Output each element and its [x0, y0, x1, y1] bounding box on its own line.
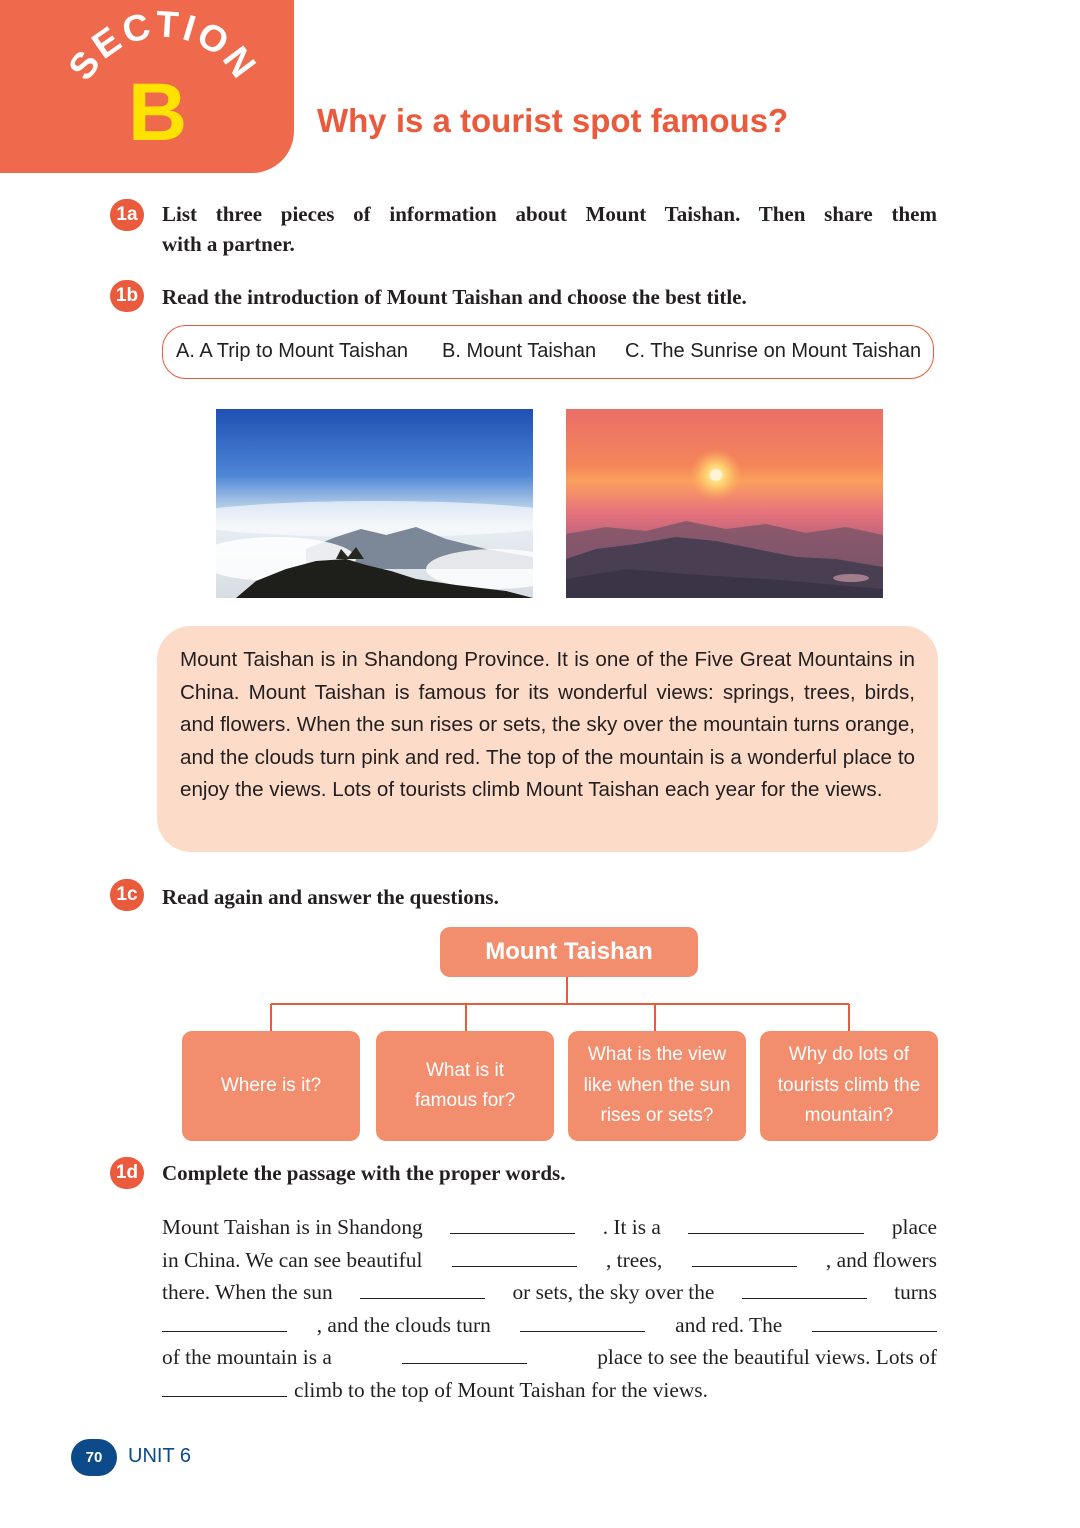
cloze-text: of the mountain is a	[162, 1345, 332, 1369]
cloze-text: Mount Taishan is in Shandong	[162, 1215, 423, 1239]
option-c[interactable]: C. The Sunrise on Mount Taishan	[625, 340, 922, 362]
blank-7[interactable]	[162, 1309, 287, 1332]
instruction-1a-line2: with a partner.	[162, 232, 295, 256]
reading-passage: Mount Taishan is in Shandong Province. It is one of the Five Great Mountains in China. Mount Taishan is famous for its wonderful views: springs, trees, birds, and flowers. When the sun rises or sets, the sky over the mountain turns orange, and the clouds turn pink and red. The top of the mountain is a wonderful place to enjoy the views. Lots of tourists climb Mount Taishan each year for the views.	[180, 648, 915, 801]
option-b[interactable]: B. Mount Taishan	[442, 340, 597, 362]
cloze-text: , and flowers	[825, 1247, 937, 1272]
reading-passage-box	[157, 626, 938, 852]
blank-4[interactable]	[692, 1244, 797, 1267]
option-a[interactable]: A. A Trip to Mount Taishan	[176, 340, 408, 362]
cloze-text: climb to the top of Mount Taishan for the views.	[294, 1377, 708, 1402]
mind-map-root: Mount Taishan	[440, 927, 698, 977]
unit-label: UNIT 6	[128, 1445, 191, 1467]
activity-badge-1c: 1c	[110, 879, 144, 911]
title-options-box	[162, 325, 934, 379]
instruction-1c: Read again and answer the questions.	[162, 885, 499, 909]
cloze-text: , and the clouds turn	[316, 1312, 491, 1337]
cloze-text: there. When the sun	[162, 1280, 333, 1304]
photo-sunrise	[566, 409, 883, 598]
cloze-text: . It is a	[602, 1215, 661, 1239]
blank-1[interactable]	[450, 1211, 575, 1234]
blank-6[interactable]	[742, 1276, 867, 1299]
cloze-text: turns	[894, 1280, 937, 1304]
mind-map-question: Where is it?	[182, 1031, 360, 1141]
blank-8[interactable]	[520, 1309, 645, 1332]
mind-map-question: What is it famous for?	[376, 1031, 554, 1141]
instruction-1b: Read the introduction of Mount Taishan and choose the best title.	[162, 285, 747, 309]
section-letter: B	[128, 67, 188, 158]
blank-5[interactable]	[360, 1276, 485, 1299]
cloze-text: or sets, the sky over the	[512, 1280, 715, 1304]
activity-badge-1a: 1a	[110, 199, 144, 231]
cloze-text: and red. The	[675, 1312, 783, 1337]
page-title: Why is a tourist spot famous?	[317, 102, 789, 139]
mind-map-question: Why do lots of tourists climb the mountain?	[760, 1031, 938, 1141]
blank-10[interactable]	[402, 1341, 527, 1364]
cloze-text: , trees,	[605, 1247, 663, 1272]
activity-badge-1d: 1d	[110, 1157, 144, 1189]
section-word: SECTION	[60, 3, 266, 88]
activity-badge-1b: 1b	[110, 280, 144, 312]
cloze-text: in China. We can see beautiful	[162, 1247, 423, 1272]
blank-9[interactable]	[812, 1309, 937, 1332]
blank-11[interactable]	[162, 1374, 287, 1397]
photo-sea-of-clouds	[216, 409, 533, 598]
instruction-1d: Complete the passage with the proper words.	[162, 1161, 566, 1185]
cloze-text: place to see the beautiful views. Lots of	[597, 1345, 937, 1369]
blank-3[interactable]	[452, 1244, 577, 1267]
page-number: 70	[71, 1439, 117, 1476]
blank-2[interactable]	[688, 1211, 864, 1234]
mind-map-question: What is the view like when the sun rises or sets?	[568, 1031, 746, 1141]
instruction-1a-line1: List three pieces of information about Mount Taishan. Then share them	[162, 202, 937, 226]
section-banner	[0, 0, 294, 173]
cloze-passage	[162, 1211, 937, 1406]
cloze-text: place	[891, 1215, 937, 1239]
